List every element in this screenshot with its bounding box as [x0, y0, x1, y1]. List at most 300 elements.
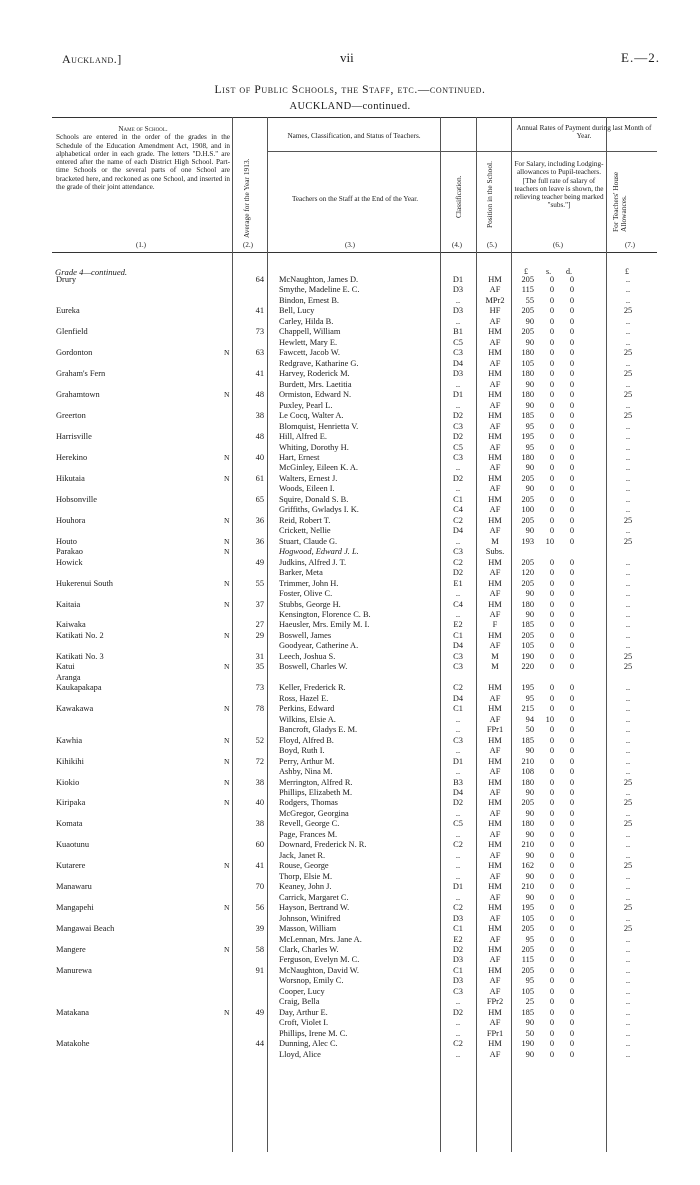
salary-pence: 0	[569, 850, 574, 860]
position: AF	[489, 934, 501, 944]
teacher-name: Ashby, Nina M.	[279, 767, 333, 777]
average-attendance: 73	[255, 327, 264, 337]
classification: D2	[452, 1007, 464, 1017]
table-row	[0, 338, 700, 348]
teacher-name: McGinley, Eileen K. A.	[279, 463, 359, 473]
salary-pence: 0	[569, 620, 574, 630]
house-allowance: ..	[625, 432, 631, 442]
salary-pence: 0	[569, 484, 574, 494]
salary-pounds: 205	[521, 275, 534, 284]
half-time-mark: N	[224, 515, 230, 525]
salary-shillings: 0	[549, 295, 554, 305]
house-allowance: ..	[625, 1039, 631, 1049]
salary-pence: 0	[569, 526, 574, 536]
average-attendance: 41	[255, 861, 264, 871]
salary-pounds: 120	[521, 568, 534, 578]
house-allowance: ..	[625, 767, 631, 777]
salary-pence: 0	[569, 965, 574, 975]
salary-pounds: 90	[525, 526, 534, 536]
house-allowance: 25	[623, 306, 633, 316]
house-allowance: ..	[625, 578, 631, 588]
classification: C1	[453, 704, 463, 714]
salary-shillings: 0	[549, 725, 554, 735]
salary-pounds: 90	[525, 463, 534, 473]
teacher-name: Bell, Lucy	[279, 306, 315, 316]
table-row	[0, 924, 700, 934]
average-attendance: 41	[255, 306, 264, 316]
salary-shillings: 0	[549, 630, 554, 640]
house-allowance: ..	[625, 599, 631, 609]
average-attendance: 65	[255, 494, 264, 504]
salary-pounds: 90	[525, 808, 534, 818]
house-allowance: ..	[625, 693, 631, 703]
position: AF	[489, 892, 501, 902]
teacher-name: Merrington, Alfred R.	[279, 777, 353, 787]
position: F	[492, 620, 498, 630]
classification: C5	[453, 442, 463, 452]
school-name: Kaukapakapa	[56, 683, 102, 693]
salary-pence: 0	[569, 610, 574, 619]
house-allowance: ..	[625, 829, 631, 839]
salary-shillings: 0	[549, 986, 554, 996]
position: AF	[489, 1049, 501, 1059]
half-time-mark: N	[224, 945, 230, 954]
table-row	[0, 778, 700, 788]
salary-pounds: 195	[521, 432, 534, 442]
average-attendance: 78	[255, 704, 264, 714]
table-row	[0, 641, 700, 651]
classification: C3	[453, 348, 463, 358]
house-allowance: ..	[625, 840, 631, 850]
table-row	[0, 694, 700, 704]
salary-pounds: 90	[525, 610, 534, 619]
salary-shillings: 0	[549, 767, 554, 777]
salary-pounds: 95	[525, 421, 534, 431]
table-row	[0, 767, 700, 777]
salary-pounds: 190	[521, 1039, 534, 1049]
teacher-name: Whiting, Dorothy H.	[279, 442, 349, 452]
classification: ..	[455, 610, 461, 619]
half-time-mark: N	[224, 662, 230, 672]
teacher-name: McLennan, Mrs. Jane A.	[279, 934, 362, 944]
school-name: Kiokio	[56, 777, 80, 787]
allowance-unit: £	[625, 267, 629, 276]
house-allowance: 25	[623, 348, 633, 358]
half-time-mark: N	[224, 756, 230, 766]
rule-under-rates-group	[511, 151, 657, 152]
salary-shillings: 0	[549, 620, 554, 630]
position: AF	[489, 505, 501, 515]
pence-unit: d.	[566, 267, 572, 276]
salary-pence: 0	[569, 557, 574, 567]
house-allowance: ..	[625, 316, 631, 326]
teacher-name: Walters, Ernest J.	[279, 473, 338, 483]
average-attendance: 91	[255, 965, 264, 975]
classification: E2	[453, 620, 463, 630]
position: HF	[489, 306, 501, 316]
classification: C1	[453, 924, 463, 934]
salary-shillings: 0	[549, 505, 554, 515]
teacher-name: Woods, Eileen I.	[279, 484, 335, 494]
half-time-mark: N	[224, 704, 230, 714]
position: HM	[488, 756, 502, 766]
table-row	[0, 285, 700, 295]
table-row	[0, 997, 700, 1007]
house-allowance: ..	[625, 379, 631, 389]
salary-pounds: 215	[521, 704, 534, 714]
position: FPr1	[486, 1028, 504, 1038]
salary-pence: 0	[569, 442, 574, 452]
house-allowance: ..	[625, 683, 631, 693]
half-time-mark: N	[224, 630, 230, 640]
salary-shillings: 0	[549, 924, 554, 934]
salary-pence: 0	[569, 882, 574, 892]
teacher-name: Burdett, Mrs. Laetitia	[279, 379, 352, 389]
average-attendance: 44	[255, 1039, 264, 1049]
classification: ..	[455, 714, 461, 724]
teacher-name: Judkins, Alfred J. T.	[279, 557, 347, 567]
salary-pounds: 180	[521, 452, 534, 462]
position: HM	[488, 348, 502, 358]
salary-pounds: 90	[525, 379, 534, 389]
table-row	[0, 1050, 700, 1060]
teacher-name: Downard, Frederick N. R.	[279, 840, 367, 850]
salary-pence: 0	[569, 808, 574, 818]
salary-shillings: 0	[549, 871, 554, 881]
average-attendance: 60	[255, 840, 264, 850]
teacher-name: Boswell, Charles W.	[279, 662, 348, 672]
table-row	[0, 369, 700, 379]
school-name: Katikati No. 3	[56, 651, 104, 661]
teacher-name: Rodgers, Thomas	[279, 798, 338, 808]
teachers-group-header: Names, Classification, and Status of Teachers.	[287, 132, 421, 140]
classification: C2	[453, 683, 463, 693]
position: HM	[488, 578, 502, 588]
salary-shillings: 0	[549, 641, 554, 651]
salary-shillings: 0	[549, 316, 554, 326]
salary-pounds: 180	[521, 369, 534, 379]
school-name: Manurewa	[56, 965, 92, 975]
house-allowance: ..	[625, 494, 631, 504]
salary-pounds: 115	[521, 285, 534, 295]
salary-pounds: 95	[525, 442, 534, 452]
teacher-name: Bindon, Ernest B.	[279, 295, 340, 305]
classification: ..	[455, 295, 461, 305]
salary-pence: 0	[569, 903, 574, 913]
house-allowance: ..	[625, 452, 631, 462]
classification: B3	[453, 777, 463, 787]
school-name: Aranga	[56, 672, 81, 682]
table-row	[0, 987, 700, 997]
salary-shillings: 0	[549, 337, 554, 347]
salary-pounds: 195	[521, 903, 534, 913]
classification: C1	[453, 630, 463, 640]
school-name: Drury	[56, 275, 77, 284]
table-row	[0, 861, 700, 871]
table-row	[0, 620, 700, 630]
salary-pounds: 90	[525, 400, 534, 410]
house-allowance: ..	[625, 358, 631, 368]
house-allowance: ..	[625, 714, 631, 724]
position: HM	[488, 819, 502, 829]
house-allowance: 25	[623, 411, 633, 421]
table-row	[0, 568, 700, 578]
classification: D2	[452, 411, 464, 421]
table-row	[0, 484, 700, 494]
position: HM	[488, 452, 502, 462]
col-number-4: (4.)	[452, 241, 462, 249]
salary-pence: 0	[569, 568, 574, 578]
salary-shillings: 0	[549, 432, 554, 442]
house-allowance: ..	[625, 568, 631, 578]
salary-pounds: 90	[525, 589, 534, 599]
salary-pence: 0	[569, 945, 574, 954]
teacher-name: Leech, Joshua S.	[279, 651, 336, 661]
table-row	[0, 872, 700, 882]
average-attendance: 29	[255, 630, 264, 640]
classification: ..	[455, 725, 461, 735]
salary-pence: 0	[569, 934, 574, 944]
position: AF	[489, 913, 501, 923]
table-row	[0, 966, 700, 976]
teacher-name: Cooper, Lucy	[279, 986, 325, 996]
house-allowance: ..	[625, 630, 631, 640]
position-column-header: Position in the School.	[485, 161, 494, 228]
position: AF	[489, 337, 501, 347]
classification: C3	[453, 662, 463, 672]
salary-pounds: 205	[521, 494, 534, 504]
position: AF	[489, 400, 501, 410]
classification: C3	[453, 986, 463, 996]
salary-shillings: 0	[549, 442, 554, 452]
classification: D2	[452, 568, 464, 578]
salary-pence: 0	[569, 997, 574, 1007]
classification: C5	[453, 337, 463, 347]
salary-pounds: 210	[521, 840, 534, 850]
salary-pounds: 180	[521, 777, 534, 787]
teacher-name: Johnson, Winifred	[279, 913, 341, 923]
school-name: Kawhia	[56, 735, 83, 745]
table-row	[0, 1018, 700, 1028]
salary-pence: 0	[569, 348, 574, 358]
teacher-name: Le Cocq, Walter A.	[279, 411, 344, 421]
teacher-name: Carley, Hilda B.	[279, 316, 334, 326]
position: AF	[489, 379, 501, 389]
position: HM	[488, 599, 502, 609]
col-number-2: (2.)	[243, 241, 253, 249]
house-allowance: ..	[625, 997, 631, 1007]
salary-pounds: 90	[525, 746, 534, 756]
house-allowance: 25	[623, 390, 633, 400]
teacher-name: Smythe, Madeline E. C.	[279, 285, 360, 295]
table-row	[0, 1008, 700, 1018]
salary-pence: 0	[569, 306, 574, 316]
teacher-name: Harvey, Roderick M.	[279, 369, 350, 379]
half-time-mark: N	[224, 452, 230, 462]
salary-pence: 0	[569, 463, 574, 473]
house-allowance: ..	[625, 1028, 631, 1038]
salary-pounds: 180	[521, 348, 534, 358]
school-name: Komata	[56, 819, 83, 829]
salary-pence: 0	[569, 369, 574, 379]
salary-shillings: 0	[549, 452, 554, 462]
table-subtitle: AUCKLAND—continued.	[289, 101, 411, 112]
salary-pence: 0	[569, 578, 574, 588]
salary-pence: 0	[569, 589, 574, 599]
salary-shillings: 0	[549, 735, 554, 745]
house-allowance: ..	[625, 641, 631, 651]
position: AF	[489, 526, 501, 536]
salary-pounds: 105	[521, 358, 534, 368]
salary-pounds: 205	[521, 924, 534, 934]
table-row	[0, 579, 700, 589]
teacher-name: Boyd, Ruth I.	[279, 746, 325, 756]
average-attendance: 40	[255, 452, 264, 462]
position: HM	[488, 494, 502, 504]
salary-pence: 0	[569, 630, 574, 640]
salary-shillings: 0	[549, 327, 554, 337]
rates-group-header: Annual Rates of Payment during last Month of Year.	[516, 124, 652, 141]
salary-pounds: 185	[521, 620, 534, 630]
house-allowance: ..	[625, 735, 631, 745]
col-number-6: (6.)	[553, 241, 563, 249]
classification: C1	[453, 965, 463, 975]
half-time-mark: N	[224, 861, 230, 871]
position: M	[491, 536, 499, 546]
house-allowance: ..	[625, 610, 631, 619]
salary-pence: 0	[569, 494, 574, 504]
school-name: Kawakawa	[56, 704, 94, 714]
classification: D3	[452, 913, 464, 923]
salary-pence: 0	[569, 746, 574, 756]
teacher-name: Hart, Ernest	[279, 452, 320, 462]
half-time-mark: N	[224, 390, 230, 400]
table-row	[0, 327, 700, 337]
teacher-name: Hill, Alfred E.	[279, 432, 327, 442]
table-row	[0, 683, 700, 693]
table-row	[0, 809, 700, 819]
position: AF	[489, 421, 501, 431]
salary-pence: 0	[569, 662, 574, 672]
salary-pence: 0	[569, 285, 574, 295]
school-name: Howick	[56, 557, 83, 567]
position: HM	[488, 945, 502, 954]
average-attendance: 40	[255, 798, 264, 808]
school-name: Herekino	[56, 452, 88, 462]
salary-shillings: 0	[549, 861, 554, 871]
average-attendance: 56	[255, 903, 264, 913]
school-name: Hukerenui South	[56, 578, 113, 588]
average-attendance: 63	[255, 348, 264, 358]
salary-pence: 0	[569, 505, 574, 515]
position: MPr2	[485, 295, 505, 305]
table-row	[0, 422, 700, 432]
school-name: Kihikihi	[56, 756, 84, 766]
classification: ..	[455, 767, 461, 777]
salary-pence: 0	[569, 955, 574, 965]
salary-shillings: 0	[549, 756, 554, 766]
table-row	[0, 443, 700, 453]
position: AF	[489, 693, 501, 703]
average-attendance: 41	[255, 369, 264, 379]
position: HM	[488, 924, 502, 934]
salary-pence: 0	[569, 756, 574, 766]
salary-pence: 0	[569, 536, 574, 546]
teacher-name: Bancroft, Gladys E. M.	[279, 725, 358, 735]
classification: C2	[453, 840, 463, 850]
classification: D4	[452, 358, 464, 368]
average-attendance: 38	[255, 777, 264, 787]
house-allowance: ..	[625, 871, 631, 881]
classification: ..	[455, 892, 461, 902]
salary-pence: 0	[569, 1018, 574, 1028]
salary-pence: 0	[569, 767, 574, 777]
teacher-name: McNaughton, David W.	[279, 965, 360, 975]
school-name: Kuaotunu	[56, 840, 90, 850]
teacher-name: Page, Frances M.	[279, 829, 338, 839]
house-allowance: ..	[625, 746, 631, 756]
table-row	[0, 589, 700, 599]
salary-pounds: 205	[521, 473, 534, 483]
classification: C1	[453, 494, 463, 504]
teacher-name: Dunning, Alec C.	[279, 1039, 338, 1049]
salary-shillings: 0	[549, 798, 554, 808]
position: HM	[488, 411, 502, 421]
salary-shillings: 0	[549, 1007, 554, 1017]
classification: C5	[453, 819, 463, 829]
average-attendance: 58	[255, 945, 264, 954]
teacher-name: Reid, Robert T.	[279, 515, 331, 525]
table-row	[0, 390, 700, 400]
house-allowance: 25	[623, 369, 633, 379]
salary-pounds: 185	[521, 1007, 534, 1017]
classification: ..	[455, 850, 461, 860]
teacher-name: Crickett, Nellie	[279, 526, 331, 536]
salary-shillings: 0	[549, 369, 554, 379]
salary-shillings: 0	[549, 589, 554, 599]
teacher-name: Croft, Violet I.	[279, 1018, 329, 1028]
house-allowance: ..	[625, 589, 631, 599]
salary-pounds: 205	[521, 327, 534, 337]
house-allowance: ..	[625, 285, 631, 295]
salary-pounds: 205	[521, 578, 534, 588]
salary-shillings: 0	[549, 840, 554, 850]
table-row	[0, 359, 700, 369]
school-name: Mangere	[56, 945, 86, 954]
classification: ..	[455, 1028, 461, 1038]
position: AF	[489, 955, 501, 965]
salary-shillings: 0	[549, 484, 554, 494]
house-allowance: ..	[625, 850, 631, 860]
average-attendance: 37	[255, 599, 264, 609]
teacher-name: Fawcett, Jacob W.	[279, 348, 340, 358]
table-row	[0, 945, 700, 955]
salary-shillings: 0	[549, 1039, 554, 1049]
salary-pence: 0	[569, 452, 574, 462]
school-name: Katikati No. 2	[56, 630, 104, 640]
school-name: Parakao	[56, 547, 83, 557]
salary-shillings: 0	[549, 787, 554, 797]
teacher-name: Goodyear, Catherine A.	[279, 641, 359, 651]
salary-shillings: 0	[549, 903, 554, 913]
table-row	[0, 704, 700, 714]
table-row	[0, 474, 700, 484]
half-time-mark: N	[224, 578, 230, 588]
classification: D1	[452, 882, 464, 892]
table-row	[0, 600, 700, 610]
table-row	[0, 516, 700, 526]
salary-pence: 0	[569, 432, 574, 442]
